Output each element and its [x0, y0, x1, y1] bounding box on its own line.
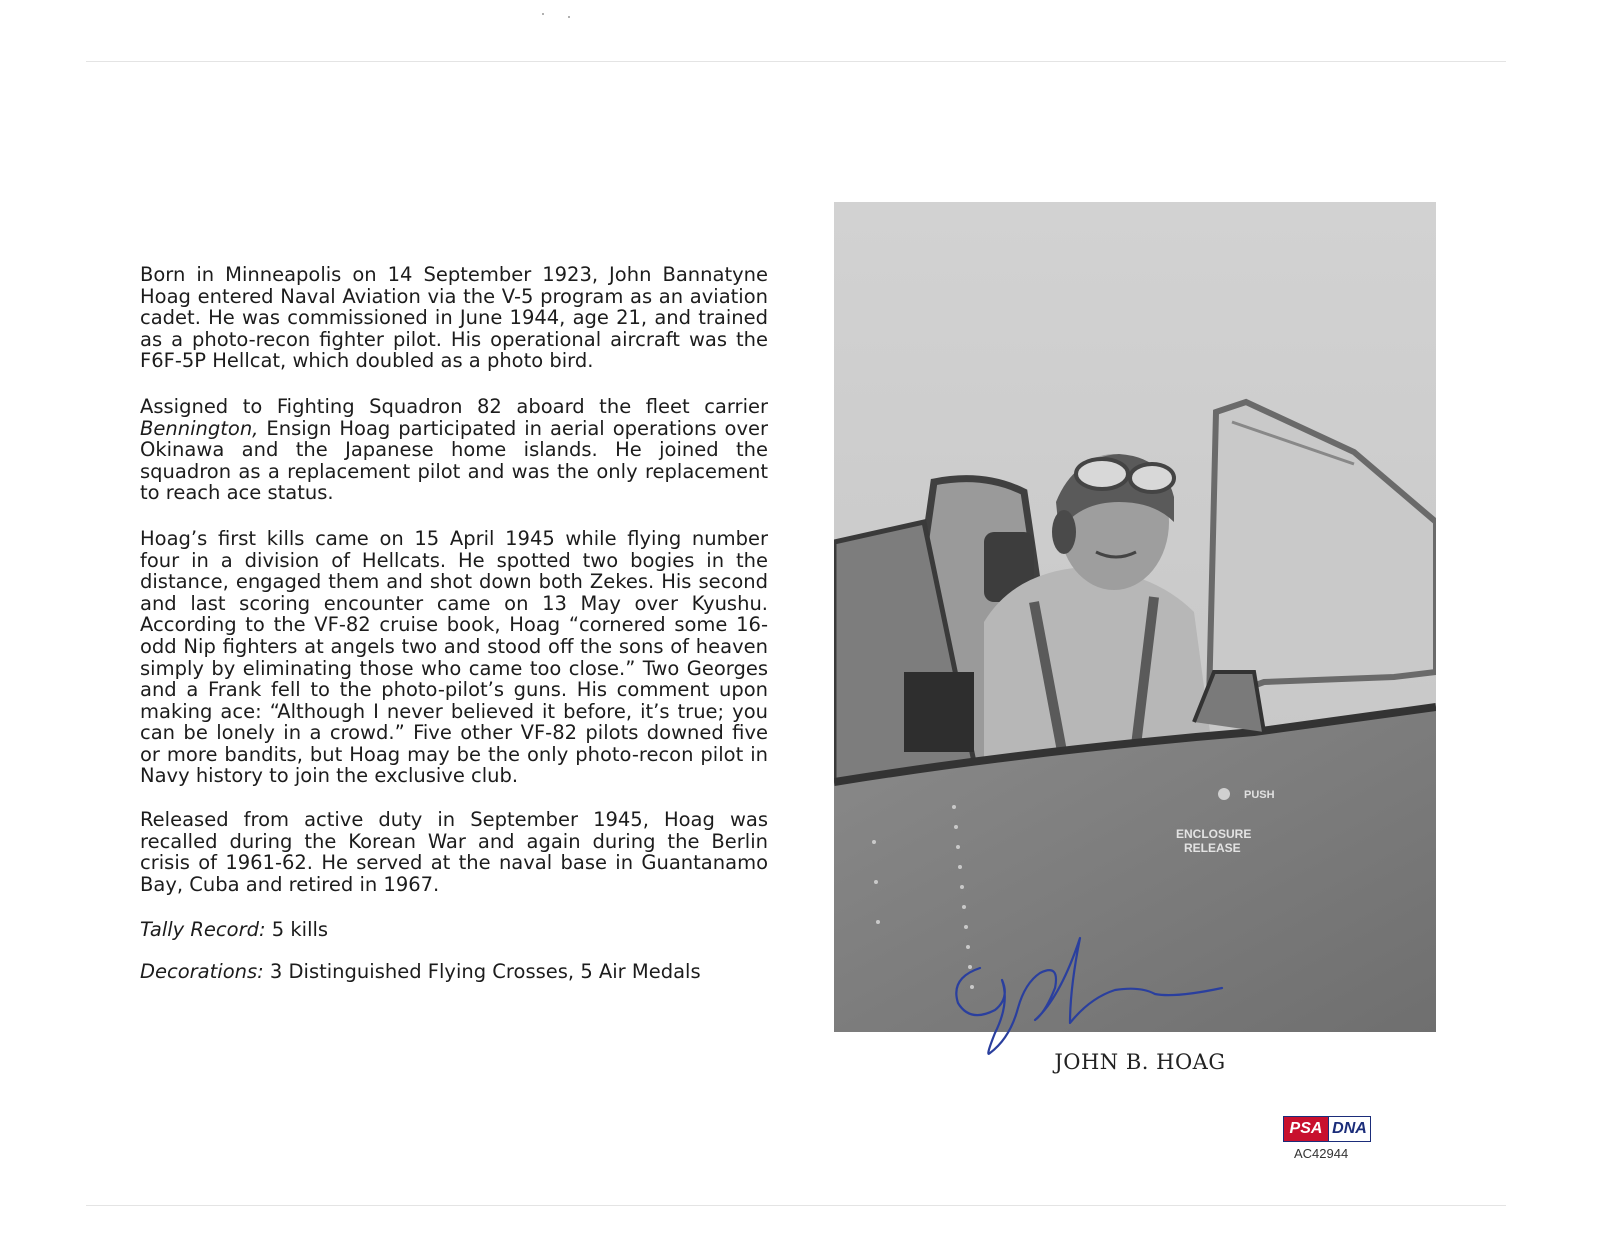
top-divider	[86, 61, 1506, 62]
enclosure-label: ENCLOSURE	[1176, 827, 1252, 841]
decorations-value: 3 Distinguished Flying Crosses, 5 Air Medals	[263, 960, 701, 984]
ship-name: Bennington,	[140, 416, 259, 440]
psa-dna-logo	[1283, 1116, 1371, 1142]
bio-paragraph-3: Hoag’s first kills came on 15 April 1945 while flying number four in a division of Hellcats. He spotted two bogies in the distance, engaged them and shot down both Zekes. His second and last scoring encounter came on 13 May over Kyushu. According to the VF-82 cruise book, Hoag “cornered some 16-odd Nip fighters at angels two and stood off the sons of heaven simply by eliminating those who came too close.” Two Georges and a Frank fell to the photo-pilot’s guns. His comment upon making ace: “Although I never believed it before, it’s true; you can be lonely in a crowd.” Five other VF-82 pilots downed five or more bandits, but Hoag may be the only photo-recon pilot in Navy history to join the exclusive club.	[140, 526, 768, 788]
bio-paragraph-2-end: Ensign Hoag participated in aerial operations over Okinawa and the Japanese home islands. He joined the squadron as a replacement pilot and was the only replacement to reach ace status.	[140, 416, 768, 505]
tally-label: Tally Record:	[140, 918, 266, 942]
biography-text	[140, 264, 768, 1003]
tally-record	[140, 919, 768, 941]
pilot-photo	[834, 202, 1436, 1032]
release-label: RELEASE	[1184, 841, 1241, 855]
bio-paragraph-1: Born in Minneapolis on 14 September 1923, John Bannatyne Hoag entered Naval Aviation via the V-5 program as an aviation cadet. He was commissioned in June 1944, age 21, and trained as a photo-recon fighter pilot. His operational aircraft was the F6F-5P Hellcat, which doubled as a photo bird.	[140, 263, 768, 373]
bio-paragraph-4: Released from active duty in September 1945, Hoag was recalled during the Korean War and again during the Berlin crisis of 1961-62. He served at the naval base in Guantanamo Bay, Cuba and retired in 1967.	[140, 808, 768, 896]
bio-paragraph-2-start: Assigned to Fighting Squadron 82 aboard the fleet carrier	[140, 394, 768, 418]
cockpit-photo-illustration	[834, 202, 1436, 1032]
bottom-divider	[86, 1205, 1506, 1206]
dna-mark: DNA	[1328, 1117, 1370, 1141]
certification-number: AC42944	[1294, 1146, 1349, 1161]
push-label: PUSH	[1244, 789, 1275, 801]
decorations-label: Decorations:	[140, 960, 264, 984]
psa-mark: PSA	[1284, 1117, 1328, 1141]
decorations	[140, 961, 768, 983]
scan-specks	[540, 10, 580, 20]
photo-caption: JOHN B. HOAG	[1054, 1050, 1226, 1074]
tally-value: 5 kills	[265, 918, 329, 942]
autograph-signature	[940, 928, 1240, 1068]
bio-paragraph-2	[140, 396, 768, 504]
